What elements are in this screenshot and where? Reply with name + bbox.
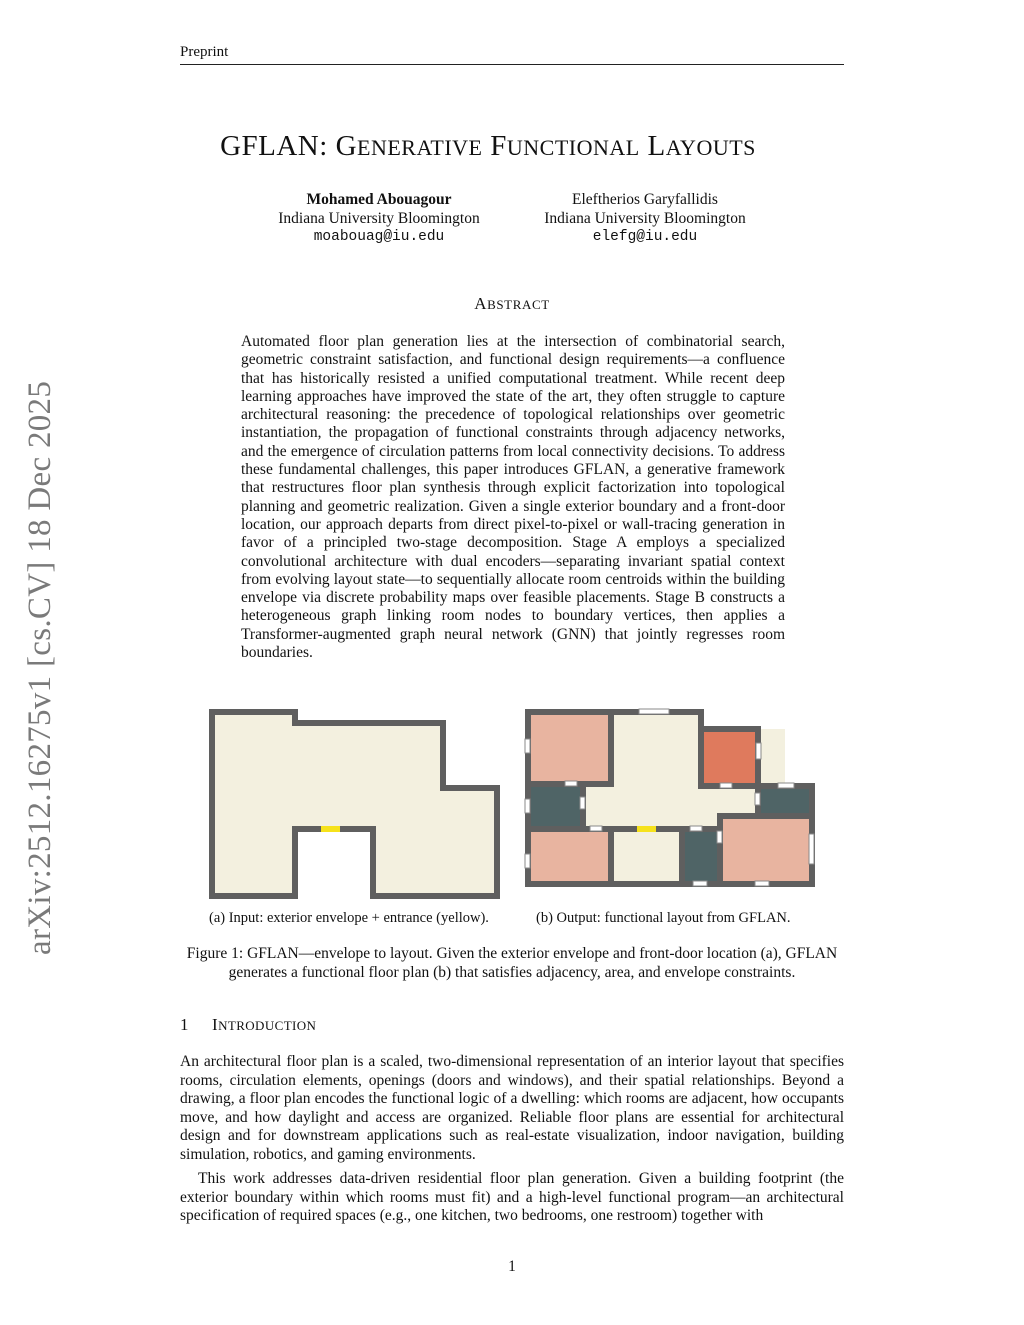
- title-word-3-initial: L: [647, 130, 666, 162]
- author-name: Eleftherios Garyfallidis: [572, 191, 718, 208]
- window: [693, 881, 707, 886]
- arxiv-identifier[interactable]: arXiv:2512.16275v1 [cs.CV] 18 Dec 2025: [22, 380, 58, 955]
- window: [639, 709, 669, 714]
- paper-title: [0, 130, 976, 163]
- door: [590, 826, 602, 831]
- header-rule: [180, 64, 844, 65]
- title-word-2-rest: UNCTIONAL: [506, 135, 640, 160]
- title-word-2-initial: F: [490, 130, 507, 162]
- author-email-link[interactable]: elefg@iu.edu: [592, 229, 698, 245]
- subcaption-a: (a) Input: exterior envelope + entrance (yellow).: [209, 910, 489, 926]
- abstract-heading: [112, 294, 912, 314]
- envelope-floor: [212, 712, 497, 896]
- door: [565, 781, 577, 786]
- window: [778, 783, 794, 788]
- section-heading-rest: NTRODUCTION: [218, 1018, 317, 1033]
- door: [580, 797, 585, 809]
- door: [755, 793, 760, 805]
- subcaption-b: (b) Output: functional layout from GFLAN.: [536, 910, 791, 926]
- author-name: Mohamed Abouagour: [306, 191, 452, 208]
- section-heading-initial: I: [212, 1015, 219, 1034]
- bedroom-bottom-right: [720, 816, 812, 884]
- section-number: 1: [180, 1015, 189, 1034]
- author-block-2: [495, 190, 795, 247]
- abstract-heading-initial: A: [474, 294, 488, 313]
- author-email-link[interactable]: moabouag@iu.edu: [313, 229, 445, 245]
- figure-caption: Figure 1: GFLAN—envelope to layout. Given the exterior envelope and front-door location (a), GFLAN generates a functional floor plan (b) that satisfies adjacency, area, and envelope constraints.: [186, 945, 838, 981]
- figure-b-layout: [525, 709, 825, 909]
- door: [717, 831, 722, 843]
- entrance-marker: [321, 826, 340, 832]
- figure-a-envelope: [209, 709, 509, 909]
- intro-paragraph-2: This work addresses data-driven residential floor plan generation. Given a building footprint (the exterior boundary within which rooms must fit) and a high-level functional program—an architectural specification of required spaces (e.g., one kitchen, two bedrooms, one restroom) together with: [180, 1170, 844, 1225]
- running-header: Preprint: [180, 44, 229, 60]
- entrance-marker: [637, 826, 656, 832]
- title-word-1-initial: G: [335, 130, 358, 162]
- bathroom-bottom: [682, 829, 720, 884]
- window: [525, 739, 530, 753]
- bathroom-right: [758, 786, 812, 816]
- author-block-1: [229, 190, 529, 247]
- kitchen: [701, 729, 758, 786]
- title-prefix: GFLAN:: [220, 130, 336, 162]
- author-affiliation: Indiana University Bloomington: [278, 210, 480, 227]
- abstract-heading-rest: BSTRACT: [487, 297, 550, 312]
- window: [525, 854, 530, 868]
- door: [690, 826, 702, 831]
- bedroom-bottom-left: [528, 829, 611, 884]
- page-number: 1: [508, 1258, 516, 1275]
- window: [809, 834, 814, 864]
- door: [720, 783, 732, 788]
- title-word-1-rest: ENERATIVE: [357, 135, 483, 160]
- abstract-text: Automated floor plan generation lies at the intersection of combinatorial search, geometric constraint satisfaction, and functional design requirements—a confluence that has historically resisted a unified computational treatment. While recent deep learning approaches have improved the state of the art, they often struggle to capture architectural reasoning: the precedence of topological relationships over geometric instantiation, the propagation of functional constraints through adjacency networks, and the emergence of circulation patterns from local connectivity decisions. To address these fundamental challenges, this paper introduces GFLAN, a generative framework that restructures floor plan synthesis through explicit factorization into topological planning and geometric realization. Given a single exterior boundary and a front-door location, our approach departs from direct pixel-to-pixel or wall-tracing generation in favor of a principled two-stage decomposition. Stage A employs a specialized convolutional architecture with dual encoders—separating invariant spatial context from evolving layout state—to sequentially allocate room centroids within the building envelope via discrete probability maps over feasible placements. Stage B constructs a heterogeneous graph linking room nodes to boundary vertices, then applies a Transformer-augmented graph neural network (GNN) that jointly regresses room boundaries.: [241, 333, 785, 662]
- bedroom-top-left: [528, 712, 611, 784]
- window: [755, 881, 769, 886]
- window: [525, 799, 530, 813]
- window: [756, 743, 761, 759]
- title-word-3-rest: AYOUTS: [665, 135, 756, 160]
- bathroom-left: [528, 784, 583, 829]
- author-affiliation: Indiana University Bloomington: [544, 210, 746, 227]
- section-heading: [180, 1015, 316, 1035]
- intro-paragraph-1: An architectural floor plan is a scaled, two-dimensional representation of an interior layout that specifies rooms, circulation elements, openings (doors and windows), and their spatial relationships. Beyond a drawing, a floor plan encodes the functional logic of a dwelling: which rooms are adjacent, how occupants move, and how daylight and access are organized. Reliable floor plans are essential for architectural design and for downstream applications such as real-estate visualization, indoor navigation, building simulation, robotics, and gaming environments.: [180, 1053, 844, 1163]
